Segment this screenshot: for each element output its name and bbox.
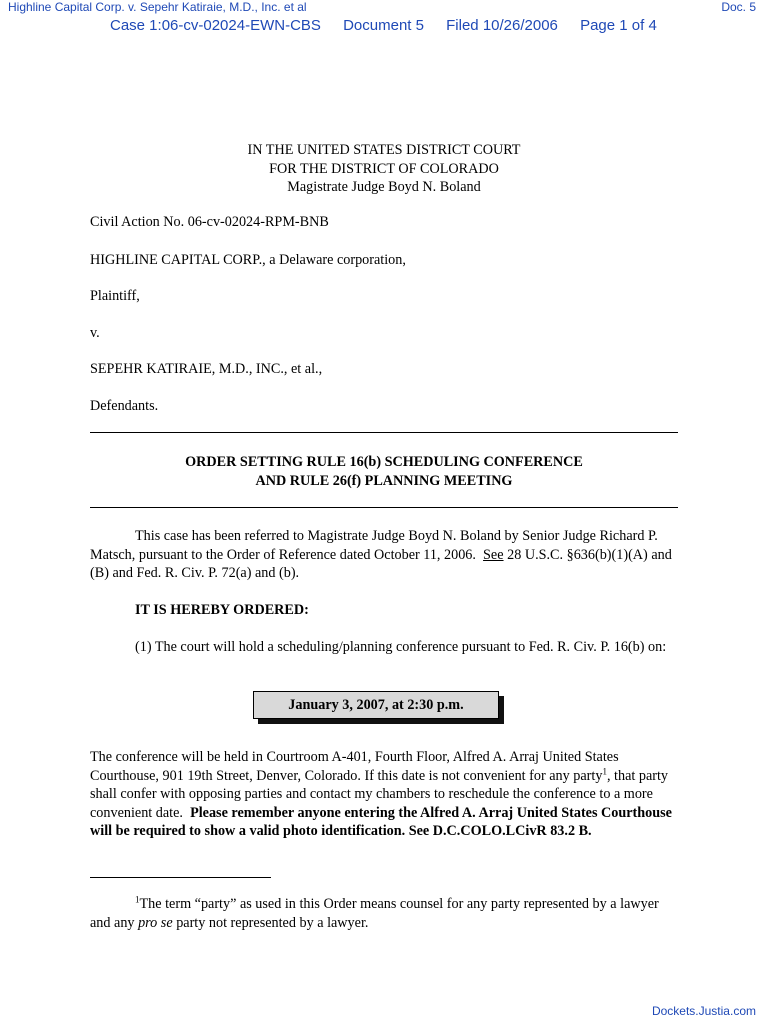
order-title-line-2: AND RULE 26(f) PLANNING MEETING: [255, 472, 513, 489]
versus: v.: [90, 325, 100, 341]
court-line-3: Magistrate Judge Boyd N. Boland: [287, 179, 481, 195]
civil-action-number: Civil Action No. 06-cv-02024-RPM-BNB: [90, 214, 329, 230]
see-signal: See: [483, 546, 504, 563]
case-title-link[interactable]: Highline Capital Corp. v. Sepehr Katiraie, M.D., Inc. et al: [8, 0, 307, 14]
footnote-ref[interactable]: 1: [602, 765, 607, 776]
referral-text-a: This case has been referred to Magistrate Judge Boyd N. Boland by Senior Judge Richard P. Matsch, pursuant to the Order of Reference dated October 11, 2006.: [90, 528, 658, 563]
footnote: [90, 895, 678, 932]
plaintiff-name: HIGHLINE CAPITAL CORP., a Delaware corporation,: [90, 252, 406, 268]
stamp-filed: Filed 10/26/2006: [446, 17, 558, 34]
footnote-marker: 1: [135, 894, 140, 905]
conference-text-a: The conference will be held in Courtroom A-401, Fourth Floor, Alfred A. Arraj United States Courthouse, 901 19th Street, Denver, Colorado. If this date is not convenient for any party: [90, 749, 619, 784]
footnote-rule: [90, 877, 271, 878]
order-title-line-1: ORDER SETTING RULE 16(b) SCHEDULING CONFERENCE: [185, 454, 583, 470]
stamp-document: Document 5: [343, 17, 424, 34]
filing-stamp: [110, 17, 675, 34]
photo-id-notice: Please remember anyone entering the Alfred A. Arraj United States Courthouse will be required to show a valid photo identification. See D.C.COLO.LCivR 83.2 B.: [90, 804, 672, 839]
order-title: [90, 453, 678, 490]
stamp-case: Case 1:06-cv-02024-EWN-CBS: [110, 17, 321, 34]
stamp-page: Page 1 of 4: [580, 17, 657, 34]
referral-text-b: 28 U.S.C. §636(b)(1)(A) and (B) and Fed. R. Civ. P. 72(a) and (b).: [90, 546, 672, 581]
defendant-name: SEPEHR KATIRAIE, M.D., INC., et al.,: [90, 361, 323, 377]
footnote-text-a: The term “party” as used in this Order means counsel for any party represented by a lawyer and any: [90, 896, 659, 931]
court-line-1: IN THE UNITED STATES DISTRICT COURT: [247, 142, 521, 158]
defendant-label: Defendants.: [90, 398, 159, 414]
divider-top: [90, 432, 678, 433]
conference-date-box: [253, 691, 499, 719]
divider-bottom: [90, 507, 678, 508]
conference-text-b: , that party shall confer with opposing parties and contact my chambers to reschedule the conference to a more convenient date.: [90, 767, 669, 821]
court-line-2: FOR THE DISTRICT OF COLORADO: [269, 160, 499, 177]
doc-number: Doc. 5: [721, 0, 756, 14]
dockets-justia-link[interactable]: Dockets.Justia.com: [651, 1004, 756, 1018]
item-1-paragraph: (1) The court will hold a scheduling/planning conference pursuant to Fed. R. Civ. P. 16(b) on:: [135, 639, 667, 655]
footnote-pro-se: pro se: [138, 914, 173, 931]
court-heading: [90, 141, 678, 197]
footnote-text-b: party not represented by a lawyer.: [176, 914, 369, 931]
ordered-heading: IT IS HEREBY ORDERED:: [135, 602, 309, 618]
conference-paragraph: [90, 748, 678, 841]
plaintiff-label: Plaintiff,: [90, 288, 140, 304]
conference-date: January 3, 2007, at 2:30 p.m.: [253, 691, 499, 719]
referral-paragraph: [90, 527, 678, 583]
